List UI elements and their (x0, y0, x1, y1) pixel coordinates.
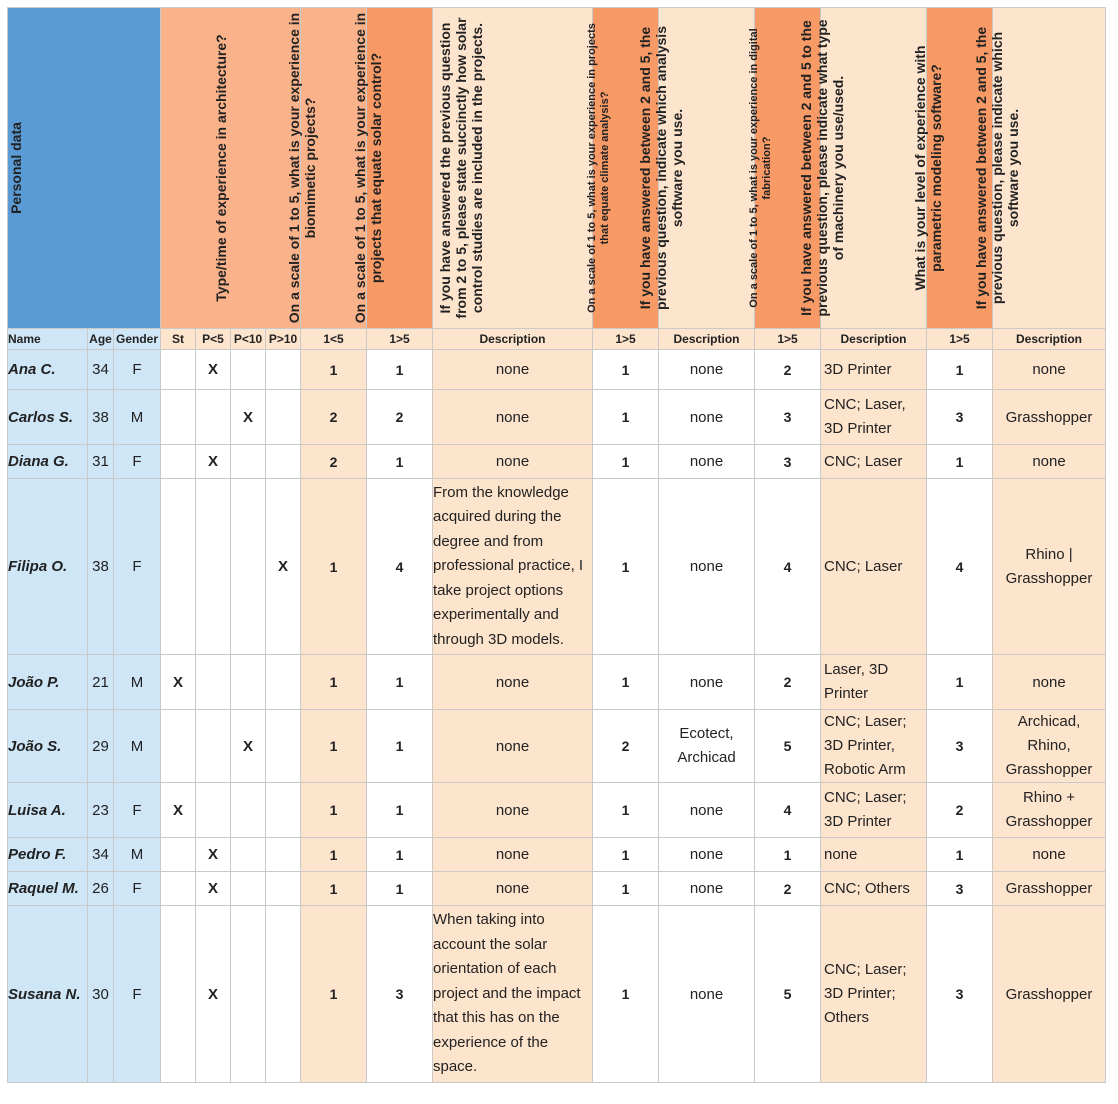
col-param-desc: Description (993, 329, 1106, 350)
exp-st-mark (161, 872, 196, 906)
participant-gender: F (114, 479, 161, 655)
table-row (8, 872, 1106, 906)
fab-desc-label: If you have answered between 2 and 5 to the previous question, please indicate what type of machinery you use/used. (797, 19, 846, 317)
description-line: Rhino | (1025, 545, 1073, 563)
description-line: none (689, 408, 724, 426)
exp-pg10-mark (266, 445, 301, 479)
biomimetic-score: 1 (301, 872, 367, 906)
climate-description (659, 445, 755, 479)
description-line: 3D Printer (824, 420, 892, 437)
description-line: When taking into (433, 911, 545, 929)
participant-gender: M (114, 655, 161, 710)
col-name: Name (8, 329, 88, 350)
biomimetic-score: 1 (301, 783, 367, 838)
description-line: 3D Printer, (824, 737, 895, 754)
description-line: 3D Printer (824, 361, 892, 378)
solar-description (433, 479, 593, 655)
description-line: project and the impact (433, 984, 581, 1002)
participant-name: João P. (8, 655, 88, 710)
description-line: that this has on the (433, 1009, 560, 1027)
exp-p5-mark (196, 783, 231, 838)
fab-description (821, 906, 927, 1083)
biomimetic-score: 1 (301, 906, 367, 1083)
description-line: Grasshopper (1005, 880, 1093, 897)
solar-score: 1 (367, 445, 433, 479)
climate-score: 1 (593, 479, 659, 655)
description-line: Grasshopper (1005, 985, 1093, 1003)
fab-description (821, 710, 927, 783)
climate-score: 1 (593, 445, 659, 479)
table-row (8, 783, 1106, 838)
solar-score: 2 (367, 390, 433, 445)
fab-description (821, 872, 927, 906)
description-line: none (495, 361, 530, 378)
description-line: CNC; Others (824, 880, 910, 897)
participant-age: 23 (88, 783, 114, 838)
fab-score: 3 (755, 390, 821, 445)
solar-score: 3 (367, 906, 433, 1083)
description-line: CNC; Laser; (824, 789, 907, 806)
solar-description (433, 655, 593, 710)
param-score: 1 (927, 350, 993, 390)
fab-score: 4 (755, 479, 821, 655)
description-line: Laser, 3D (824, 661, 889, 678)
param-score: 2 (927, 783, 993, 838)
fab-description (821, 655, 927, 710)
description-line: CNC; Laser; (824, 713, 907, 730)
description-line: CNC; Laser, (824, 396, 906, 413)
solar-description (433, 838, 593, 872)
param-description (993, 655, 1106, 710)
description-line: orientation of each (433, 960, 557, 978)
biomimetic-score: 1 (301, 655, 367, 710)
climate-description (659, 479, 755, 655)
header-row (8, 8, 1106, 329)
param-score: 1 (927, 838, 993, 872)
solar-score: 1 (367, 350, 433, 390)
exp-st-mark: X (161, 783, 196, 838)
description-line: none (689, 801, 724, 819)
participant-gender: M (114, 710, 161, 783)
participant-gender: F (114, 350, 161, 390)
solar-score: 1 (367, 655, 433, 710)
exp-p5-mark: X (196, 906, 231, 1083)
description-line: Others (824, 1009, 870, 1026)
description-line: Rhino + (1022, 789, 1076, 806)
col-st: St (161, 329, 196, 350)
description-line: space. (433, 1058, 478, 1076)
fab-score: 2 (755, 655, 821, 710)
subheader-row (8, 329, 1106, 350)
param-description (993, 390, 1106, 445)
fab-score: 4 (755, 783, 821, 838)
biomimetic-score: 2 (301, 445, 367, 479)
description-line: none (689, 558, 724, 575)
exp-p10-mark (231, 838, 266, 872)
participant-age: 31 (88, 445, 114, 479)
exp-pg10-mark (266, 838, 301, 872)
description-line: Archicad (677, 749, 736, 766)
description-line: none (495, 408, 530, 426)
exp-p5-mark (196, 710, 231, 783)
exp-p10-mark (231, 872, 266, 906)
exp-pg10-mark (266, 783, 301, 838)
solar-description (433, 350, 593, 390)
personal-data-label: Personal data (8, 122, 24, 214)
description-line: Grasshopper (1005, 569, 1093, 587)
biomimetic-score: 2 (301, 390, 367, 445)
participant-name: Susana N. (8, 906, 88, 1083)
description-line: none (689, 453, 724, 470)
col-p10: P<10 (231, 329, 266, 350)
param-score: 1 (927, 655, 993, 710)
solar-desc-header (433, 8, 593, 329)
exp-st-mark (161, 445, 196, 479)
exp-p5-mark: X (196, 350, 231, 390)
description-line: Grasshopper (1005, 813, 1093, 830)
table-row (8, 655, 1106, 710)
solar-description (433, 445, 593, 479)
description-line: CNC; Laser (824, 558, 903, 575)
description-line: none (1032, 846, 1066, 863)
fab-description (821, 350, 927, 390)
description-line: none (1032, 673, 1066, 691)
param-score: 3 (927, 710, 993, 783)
param-description (993, 783, 1106, 838)
table-row (8, 838, 1106, 872)
description-line: none (1032, 361, 1066, 378)
climate-desc-label: If you have answered between 2 and 5, the previous question, indicate which analysis software you use. (636, 26, 685, 310)
exp-pg10-mark (266, 906, 301, 1083)
description-line: CNC; Laser; (824, 961, 907, 978)
climate-score: 1 (593, 872, 659, 906)
table-row (8, 350, 1106, 390)
fab-score: 1 (755, 838, 821, 872)
exp-p5-mark (196, 390, 231, 445)
climate-description (659, 906, 755, 1083)
col-param-scale: 1>5 (927, 329, 993, 350)
description-line: none (689, 880, 724, 897)
exp-p5-mark (196, 655, 231, 710)
climate-description (659, 350, 755, 390)
description-line: acquired during the (433, 508, 562, 526)
description-line: Grasshopper (1005, 408, 1093, 426)
fab-desc-header (797, 8, 927, 329)
param-description (993, 350, 1106, 390)
description-line: none (689, 361, 724, 378)
col-fab-scale: 1>5 (755, 329, 821, 350)
description-line: Printer (824, 685, 869, 702)
exp-p10-mark (231, 783, 266, 838)
biomimetic-score: 1 (301, 479, 367, 655)
participant-age: 30 (88, 906, 114, 1083)
exp-st-mark (161, 710, 196, 783)
description-line: none (495, 880, 530, 897)
description-line: none (689, 673, 724, 691)
climate-score: 2 (593, 710, 659, 783)
exp-p10-mark (231, 479, 266, 655)
param-score: 3 (927, 390, 993, 445)
col-solar-desc: Description (433, 329, 593, 350)
exp-p10-mark: X (231, 390, 266, 445)
table-row (8, 710, 1106, 783)
table-row (8, 906, 1106, 1083)
fab-score: 2 (755, 350, 821, 390)
exp-pg10-mark: X (266, 479, 301, 655)
description-line: professional practice, I (433, 557, 584, 575)
exp-p10-mark: X (231, 710, 266, 783)
exp-pg10-mark (266, 350, 301, 390)
solar-score: 1 (367, 838, 433, 872)
fab-description (821, 390, 927, 445)
solar-score: 1 (367, 710, 433, 783)
exp-pg10-mark (266, 710, 301, 783)
participant-age: 34 (88, 838, 114, 872)
exp-pg10-mark (266, 655, 301, 710)
description-line: none (495, 453, 530, 470)
col-solar-scale: 1>5 (367, 329, 433, 350)
exp-p5-mark: X (196, 445, 231, 479)
param-description (993, 445, 1106, 479)
description-line: none (495, 846, 530, 863)
experience-type-label: Type/time of experience in architecture? (212, 34, 229, 302)
exp-p10-mark (231, 445, 266, 479)
param-description (993, 872, 1106, 906)
param-description (993, 479, 1106, 655)
participant-gender: M (114, 838, 161, 872)
description-line: none (824, 846, 858, 863)
biomimetic-label: On a scale of 1 to 5, what is your experience in biomimetic projects? (285, 12, 318, 324)
description-line: From the knowledge (433, 483, 569, 501)
climate-score: 1 (593, 390, 659, 445)
description-line: CNC; Laser (824, 453, 903, 470)
fab-description (821, 783, 927, 838)
fab-score: 5 (755, 710, 821, 783)
climate-score: 1 (593, 906, 659, 1083)
climate-score: 1 (593, 350, 659, 390)
description-line: Ecotect, (679, 725, 734, 742)
param-description (993, 710, 1106, 783)
fab-score: 5 (755, 906, 821, 1083)
participant-age: 38 (88, 390, 114, 445)
solar-description (433, 783, 593, 838)
fab-description (821, 838, 927, 872)
fab-label: On a scale of 1 to 5, what is your experience in digital fabrication? (747, 28, 773, 308)
param-description (993, 838, 1106, 872)
description-line: degree and from (433, 532, 544, 550)
participant-age: 38 (88, 479, 114, 655)
param-description (993, 906, 1106, 1083)
description-line: 3D Printer (824, 813, 892, 830)
fab-description (821, 445, 927, 479)
solar-description (433, 872, 593, 906)
table-row (8, 445, 1106, 479)
participant-name: Luisa A. (8, 783, 88, 838)
description-line: experimentally and (433, 606, 559, 624)
col-climate-desc: Description (659, 329, 755, 350)
description-line: none (1032, 453, 1066, 470)
survey-table (7, 7, 1106, 1083)
participant-age: 29 (88, 710, 114, 783)
participant-name: João S. (8, 710, 88, 783)
exp-p10-mark (231, 350, 266, 390)
col-pg10: P>10 (266, 329, 301, 350)
description-line: none (495, 673, 530, 691)
climate-score: 1 (593, 838, 659, 872)
climate-description (659, 710, 755, 783)
description-line: Archicad, (1017, 713, 1081, 730)
exp-st-mark (161, 479, 196, 655)
solar-header (351, 8, 433, 329)
participant-name: Pedro F. (8, 838, 88, 872)
exp-pg10-mark (266, 872, 301, 906)
param-score: 3 (927, 906, 993, 1083)
description-line: account the solar (433, 935, 548, 953)
description-line: none (689, 985, 724, 1003)
solar-score: 1 (367, 872, 433, 906)
climate-score: 1 (593, 783, 659, 838)
fab-description (821, 479, 927, 655)
solar-description (433, 710, 593, 783)
experience-type-header (161, 8, 301, 329)
param-desc-label: If you have answered between 2 and 5, the previous question, please indicate which software you use. (973, 26, 1021, 310)
participant-gender: M (114, 390, 161, 445)
exp-p5-mark: X (196, 838, 231, 872)
col-bio-scale: 1<5 (301, 329, 367, 350)
description-line: take project options (433, 581, 564, 599)
exp-pg10-mark (266, 390, 301, 445)
exp-st-mark (161, 350, 196, 390)
biomimetic-score: 1 (301, 350, 367, 390)
participant-age: 21 (88, 655, 114, 710)
participant-name: Carlos S. (8, 390, 88, 445)
climate-score: 1 (593, 655, 659, 710)
fab-score: 3 (755, 445, 821, 479)
solar-desc-label: If you have answered the previous question from 2 to 5, please state succinctly how solar control studies are included in the projects. (436, 17, 485, 319)
participant-name: Diana G. (8, 445, 88, 479)
exp-st-mark (161, 390, 196, 445)
climate-description (659, 783, 755, 838)
description-line: none (689, 846, 724, 863)
description-line: Grasshopper (1005, 761, 1093, 778)
personal-data-header (8, 8, 161, 329)
participant-name: Raquel M. (8, 872, 88, 906)
col-climate-scale: 1>5 (593, 329, 659, 350)
table-row (8, 479, 1106, 655)
participant-age: 26 (88, 872, 114, 906)
exp-p10-mark (231, 906, 266, 1083)
param-score: 1 (927, 445, 993, 479)
solar-label: On a scale of 1 to 5, what is your experience in projects that equate solar control? (351, 12, 384, 324)
description-line: none (495, 737, 530, 755)
table-row (8, 390, 1106, 445)
participant-gender: F (114, 872, 161, 906)
exp-st-mark: X (161, 655, 196, 710)
participant-gender: F (114, 906, 161, 1083)
participant-name: Ana C. (8, 350, 88, 390)
climate-description (659, 838, 755, 872)
param-score: 3 (927, 872, 993, 906)
table-body (8, 350, 1106, 1083)
climate-description (659, 872, 755, 906)
exp-st-mark (161, 838, 196, 872)
participant-gender: F (114, 783, 161, 838)
solar-score: 1 (367, 783, 433, 838)
col-age: Age (88, 329, 114, 350)
description-line: Robotic Arm (824, 761, 906, 778)
description-line: 3D Printer; (824, 985, 896, 1002)
solar-score: 4 (367, 479, 433, 655)
col-fab-desc: Description (821, 329, 927, 350)
climate-description (659, 655, 755, 710)
param-desc-header (973, 8, 1106, 329)
col-gender: Gender (114, 329, 161, 350)
climate-label: On a scale of 1 to 5, what is your experience in projects that equate climate analysis? (585, 23, 611, 313)
exp-st-mark (161, 906, 196, 1083)
description-line: none (495, 801, 530, 819)
biomimetic-score: 1 (301, 838, 367, 872)
exp-p5-mark (196, 479, 231, 655)
param-label: What is your level of experience with parametric modeling software? (911, 45, 944, 291)
biomimetic-score: 1 (301, 710, 367, 783)
description-line: through 3D models. (433, 630, 564, 648)
solar-description (433, 390, 593, 445)
participant-name: Filipa O. (8, 479, 88, 655)
solar-description (433, 906, 593, 1083)
exp-p10-mark (231, 655, 266, 710)
col-p5: P<5 (196, 329, 231, 350)
exp-p5-mark: X (196, 872, 231, 906)
climate-description (659, 390, 755, 445)
participant-age: 34 (88, 350, 114, 390)
participant-gender: F (114, 445, 161, 479)
param-score: 4 (927, 479, 993, 655)
fab-score: 2 (755, 872, 821, 906)
description-line: experience of the (433, 1033, 549, 1051)
description-line: Rhino, (1027, 737, 1071, 754)
climate-desc-header (636, 8, 755, 329)
